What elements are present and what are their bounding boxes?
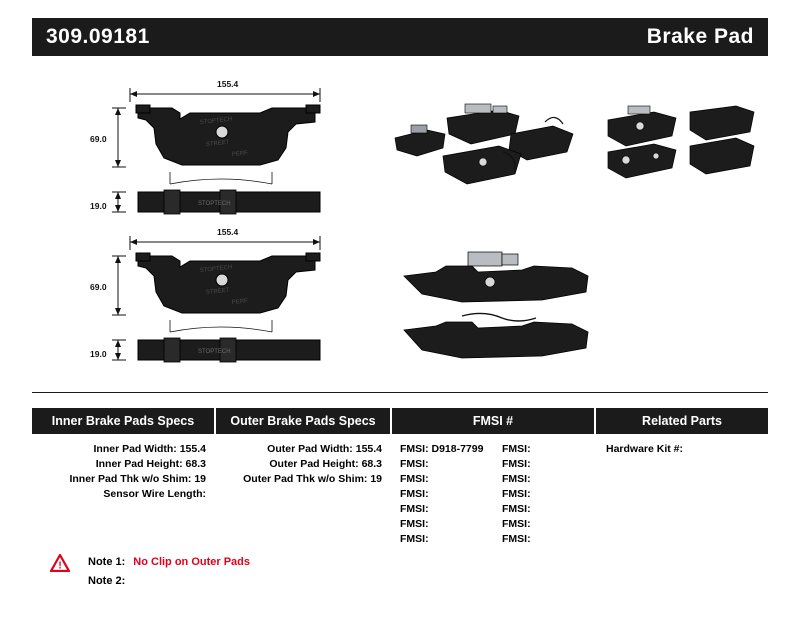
fmsi-row: FMSI: bbox=[502, 443, 531, 455]
outer-pad-width-row: Outer Pad Width: 155.4 bbox=[267, 443, 382, 455]
inner-pad-width-row: Inner Pad Width: 155.4 bbox=[93, 443, 206, 455]
specs-tables bbox=[32, 408, 768, 547]
document-header bbox=[32, 18, 768, 56]
inner-pad-front-view bbox=[110, 72, 400, 237]
fmsi-row: FMSI: bbox=[400, 503, 429, 515]
part-number: 309.09181 bbox=[46, 25, 150, 48]
svg-text:!: ! bbox=[58, 560, 62, 572]
fmsi-row: FMSI: bbox=[400, 473, 429, 485]
dim-top-thickness: 19.0 bbox=[90, 201, 107, 211]
section-divider bbox=[32, 392, 768, 393]
outer-specs-header: Outer Brake Pads Specs bbox=[216, 408, 392, 434]
outer-specs-body bbox=[216, 434, 392, 487]
hardware-kit-row: Hardware Kit #: bbox=[606, 443, 684, 455]
part-type-title: Brake Pad bbox=[646, 25, 754, 48]
dim-top-height: 69.0 bbox=[90, 134, 107, 144]
fmsi-row: FMSI: bbox=[400, 488, 429, 500]
warning-icon bbox=[50, 554, 70, 572]
dim-bottom-height: 69.0 bbox=[90, 282, 107, 292]
inner-pad-isometric bbox=[402, 250, 602, 310]
fmsi-row: FMSI: bbox=[502, 488, 531, 500]
fmsi-column-right bbox=[494, 442, 596, 547]
svg-text:STOPTECH: STOPTECH bbox=[198, 349, 231, 355]
fmsi-header: FMSI # bbox=[392, 408, 596, 434]
fmsi-table bbox=[392, 408, 596, 547]
outer-pad-isometric bbox=[402, 312, 602, 367]
sensor-wire-length-row: Sensor Wire Length: bbox=[103, 488, 206, 500]
inner-pad-height-row: Inner Pad Height: 68.3 bbox=[95, 458, 206, 470]
dim-bottom-width: 155.4 bbox=[217, 227, 239, 237]
fmsi-row: FMSI: bbox=[400, 458, 429, 470]
note-1-text: No Clip on Outer Pads bbox=[133, 555, 251, 568]
svg-text:STREET: STREET bbox=[205, 139, 230, 148]
fmsi-row: FMSI: bbox=[400, 533, 429, 545]
svg-text:STOPTECH: STOPTECH bbox=[198, 201, 231, 207]
svg-text:STOPTECH: STOPTECH bbox=[199, 264, 233, 274]
related-parts-table bbox=[596, 408, 768, 547]
svg-text:STREET: STREET bbox=[205, 287, 230, 296]
note-2-label: Note 2: bbox=[88, 574, 126, 587]
inner-pad-thickness-row: Inner Pad Thk w/o Shim: 19 bbox=[69, 473, 206, 485]
related-parts-header: Related Parts bbox=[596, 408, 768, 434]
dim-bottom-thickness: 19.0 bbox=[90, 349, 107, 359]
pad-set-perspective-left bbox=[387, 100, 597, 210]
outer-pad-height-row: Outer Pad Height: 68.3 bbox=[269, 458, 382, 470]
note-1 bbox=[88, 552, 250, 571]
fmsi-row: FMSI: bbox=[400, 518, 429, 530]
dim-top-width: 155.4 bbox=[217, 79, 239, 89]
svg-text:PERF.: PERF. bbox=[231, 150, 250, 158]
outer-pad-front-view bbox=[110, 220, 400, 385]
notes-section bbox=[50, 552, 250, 590]
outer-specs-table bbox=[216, 408, 392, 547]
outer-pad-thickness-row: Outer Pad Thk w/o Shim: 19 bbox=[243, 473, 382, 485]
related-parts-body bbox=[596, 434, 768, 457]
svg-text:STOPTECH: STOPTECH bbox=[199, 116, 233, 126]
fmsi-row: FMSI: bbox=[502, 458, 531, 470]
fmsi-row: FMSI: D918-7799 bbox=[400, 443, 484, 455]
inner-specs-body bbox=[32, 434, 216, 502]
fmsi-row: FMSI: bbox=[502, 473, 531, 485]
svg-text:PERF.: PERF. bbox=[231, 298, 250, 306]
inner-specs-header: Inner Brake Pads Specs bbox=[32, 408, 216, 434]
fmsi-column-left bbox=[392, 442, 494, 547]
inner-specs-table bbox=[32, 408, 216, 547]
note-1-label: Note 1: bbox=[88, 555, 126, 568]
technical-drawings bbox=[32, 60, 768, 390]
note-2 bbox=[88, 571, 250, 590]
fmsi-body bbox=[392, 434, 596, 547]
fmsi-row: FMSI: bbox=[502, 533, 531, 545]
fmsi-row: FMSI: bbox=[502, 518, 531, 530]
pad-set-perspective-right bbox=[602, 96, 762, 206]
fmsi-row: FMSI: bbox=[502, 503, 531, 515]
